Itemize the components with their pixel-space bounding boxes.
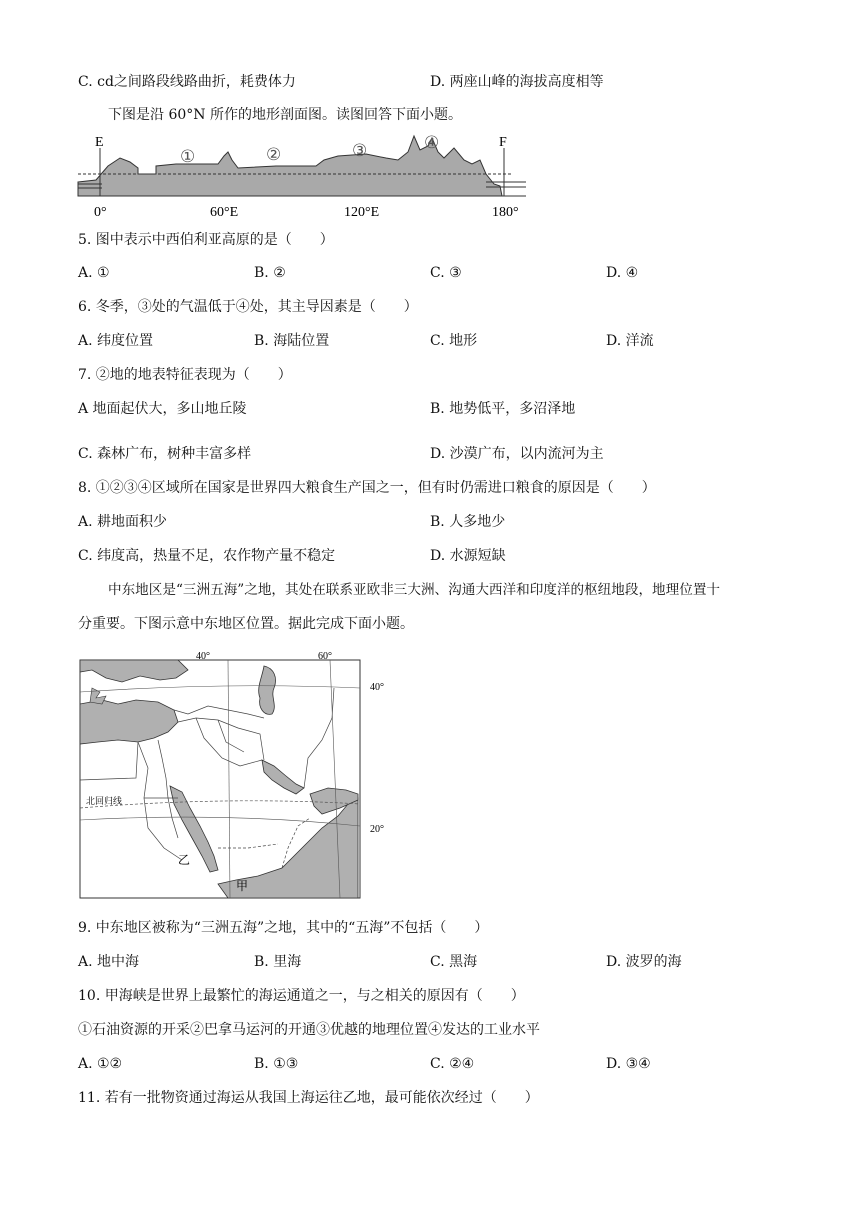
profile-tick-0: 0° (94, 205, 107, 220)
q7-option-c[interactable]: C. 森林广布，树种丰富多样 (78, 446, 252, 462)
q9-option-b[interactable]: B. 里海 (254, 954, 302, 970)
q10-option-c[interactable]: C. ②④ (430, 1056, 475, 1072)
profile-tick-60e: 60°E (210, 205, 239, 220)
q8-option-b[interactable]: B. 人多地少 (430, 514, 506, 530)
q6-option-d[interactable]: D. 洋流 (606, 333, 654, 349)
q8-option-a[interactable]: A. 耕地面积少 (78, 514, 168, 530)
profile-tick-180: 180° (492, 205, 519, 220)
q10-stem: 10. 甲海峡是世界上最繁忙的海运通道之一，与之相关的原因有（ ） (78, 988, 525, 1004)
q6-stem: 6. 冬季，③处的气温低于④处，其主导因素是（ ） (78, 299, 418, 315)
q5-option-b[interactable]: B. ② (254, 265, 286, 281)
profile-region-1: ① (180, 147, 196, 166)
q8-option-d[interactable]: D. 水源短缺 (430, 548, 506, 564)
q8-stem: 8. ①②③④区域所在国家是世界四大粮食生产国之一，但有时仍需进口粮食的原因是（ ） (78, 480, 656, 496)
q9-option-a[interactable]: A. 地中海 (78, 954, 140, 970)
prev-option-c: C. cd之间路段线路曲折，耗费体力 (78, 74, 296, 90)
map-point-yi: 乙 (178, 853, 191, 867)
map-lat-40: 40° (370, 682, 384, 693)
q5-stem: 5. 图中表示中西伯利亚高原的是（ ） (78, 232, 334, 248)
map-point-jia: 甲 (236, 879, 249, 893)
profile-label-f: F (499, 135, 507, 150)
q9-option-c[interactable]: C. 黑海 (430, 954, 478, 970)
q10-option-a[interactable]: A. ①② (78, 1056, 123, 1072)
intro-middle-east-line2: 分重要。下图示意中东地区位置。据此完成下面小题。 (78, 616, 414, 632)
profile-tick-120e: 120°E (344, 205, 380, 220)
middle-east-map (78, 648, 398, 902)
prev-option-d: D. 两座山峰的海拔高度相等 (430, 74, 604, 90)
terrain-profile-figure (76, 130, 532, 226)
q7-option-d[interactable]: D. 沙漠广布，以内流河为主 (430, 446, 604, 462)
intro-profile: 下图是沿 60°N 所作的地形剖面图。读图回答下面小题。 (108, 107, 462, 123)
profile-label-e: E (95, 135, 104, 150)
profile-region-4: ④ (424, 133, 440, 152)
q6-option-a[interactable]: A. 纬度位置 (78, 333, 154, 349)
q6-option-b[interactable]: B. 海陆位置 (254, 333, 330, 349)
q6-option-c[interactable]: C. 地形 (430, 333, 478, 349)
map-tropic-label: 北回归线 (86, 796, 123, 806)
q9-stem: 9. 中东地区被称为“三洲五海”之地，其中的“五海”不包括（ ） (78, 920, 489, 936)
q10-option-d[interactable]: D. ③④ (606, 1056, 651, 1072)
q7-option-b[interactable]: B. 地势低平，多沼泽地 (430, 401, 576, 417)
map-lon-60: 60° (318, 651, 332, 662)
q11-stem: 11. 若有一批物资通过海运从我国上海运往乙地，最可能依次经过（ ） (78, 1090, 539, 1106)
q5-option-a[interactable]: A. ① (78, 265, 110, 281)
q9-option-d[interactable]: D. 波罗的海 (606, 954, 682, 970)
q7-option-a[interactable]: A 地面起伏大，多山地丘陵 (78, 401, 247, 417)
intro-middle-east-line1: 中东地区是“三洲五海”之地，其处在联系亚欧非三大洲、沟通大西洋和印度洋的枢纽地段，地理位置十 (108, 582, 721, 598)
q10-option-b[interactable]: B. ①③ (254, 1056, 299, 1072)
q5-option-d[interactable]: D. ④ (606, 265, 639, 281)
q5-option-c[interactable]: C. ③ (430, 265, 462, 281)
profile-region-3: ③ (352, 141, 368, 160)
q8-option-c[interactable]: C. 纬度高，热量不足，农作物产量不稳定 (78, 548, 336, 564)
map-lon-40: 40° (196, 651, 210, 662)
map-lat-20: 20° (370, 824, 384, 835)
q10-statements: ①石油资源的开采②巴拿马运河的开通③优越的地理位置④发达的工业水平 (78, 1022, 540, 1038)
q7-stem: 7. ②地的地表特征表现为（ ） (78, 367, 292, 383)
profile-region-2: ② (266, 145, 282, 164)
